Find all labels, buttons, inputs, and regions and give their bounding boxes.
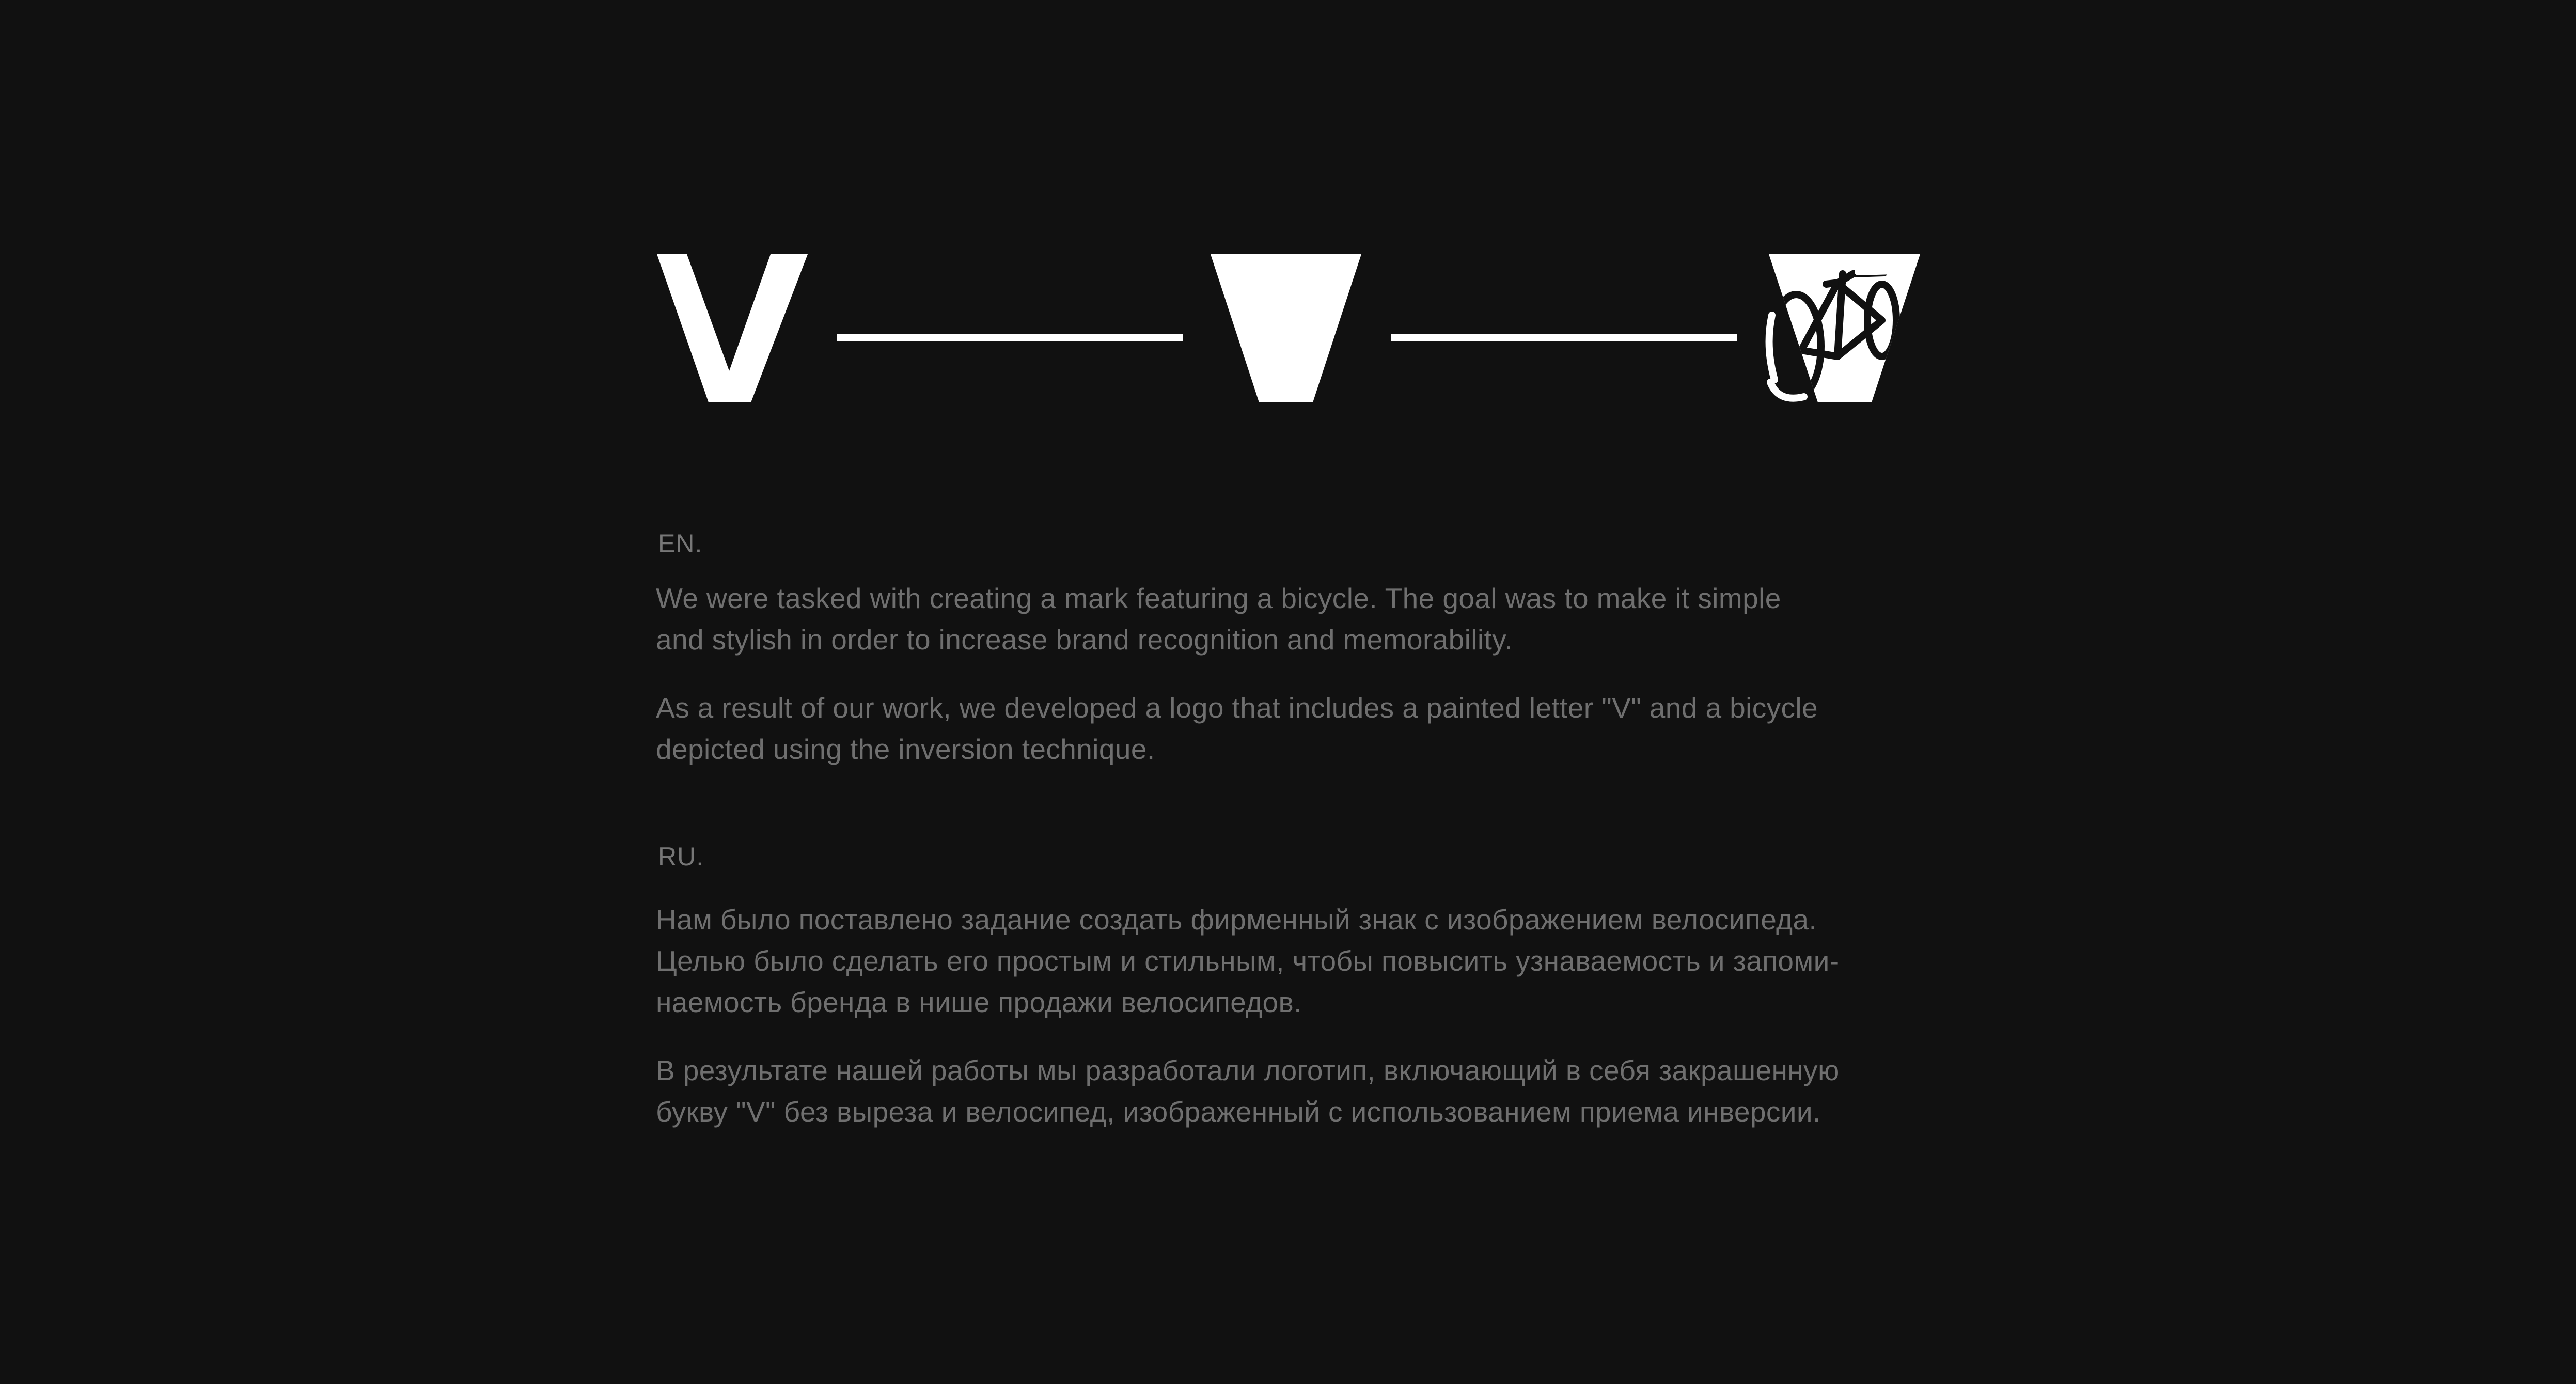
ru-paragraph-2-line: В результате нашей работы мы разработали логотип, включающий в себя закрашенную [656,1054,1840,1086]
ru-paragraph-1 [656,899,1947,1023]
ru-paragraph-2 [656,1050,1947,1132]
en-paragraph-1 [656,578,1947,660]
bicycle-v-logo-icon [1769,254,1920,402]
en-paragraph-2-line: depicted using the inversion technique. [656,733,1155,765]
en-label: EN. [658,529,703,558]
en-paragraph-2-line: As a result of our work, we developed a logo that includes a painted letter "V" and a bicycle [656,692,1818,724]
ru-label: RU. [658,842,704,871]
connector-line [837,334,1183,341]
logo-evolution-graphic [655,253,1920,406]
logo-evolution [655,253,1920,406]
en-paragraph-1-line: and stylish in order to increase brand recognition and memorability. [656,624,1513,656]
en-paragraph-1-line: We were tasked with creating a mark featuring a bicycle. The goal was to make it simple [656,582,1781,614]
connector-line [1391,334,1737,341]
ru-paragraph-2-line: букву "V" без выреза и велосипед, изображенный с использованием приема инверсии. [656,1096,1821,1128]
filled-v-icon [1211,254,1361,402]
ru-paragraph-1-line: наемость бренда в нише продажи велосипедов. [656,986,1302,1018]
letter-v-icon [657,254,808,402]
en-paragraph-2 [656,687,1947,770]
ru-paragraph-1-line: Нам было поставлено задание создать фирменный знак с изображением велосипеда. [656,904,1817,936]
ru-paragraph-1-line: Целью было сделать его простым и стильным, чтобы повысить узнаваемость и запоми- [656,945,1840,977]
